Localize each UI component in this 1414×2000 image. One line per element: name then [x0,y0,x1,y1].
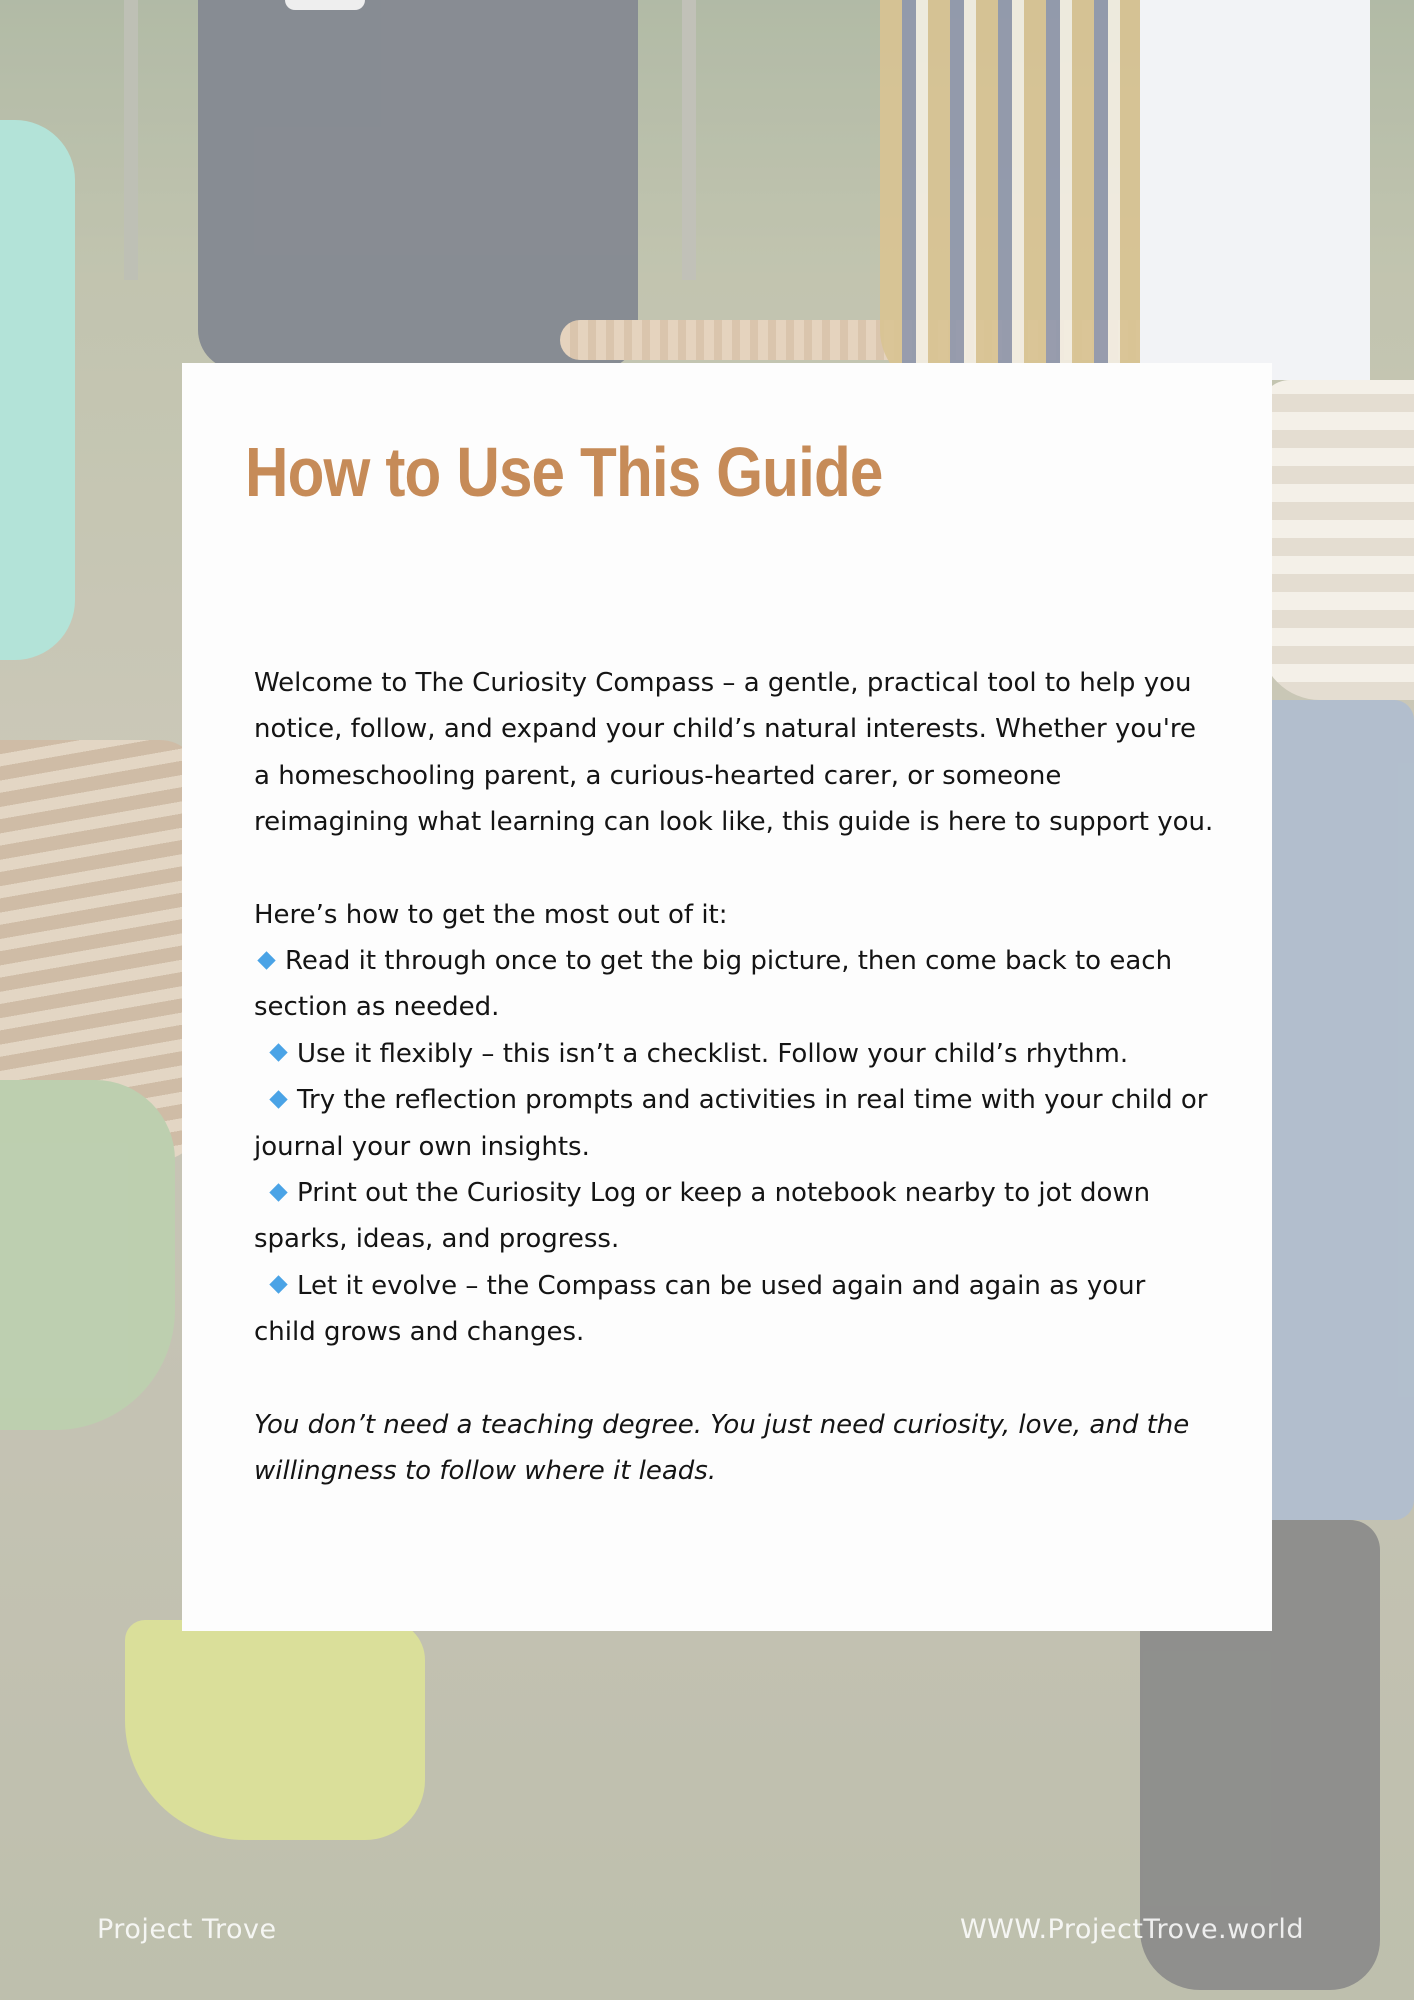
blue-diamond-icon [269,1090,287,1108]
list-item [254,1263,1214,1356]
list-item [254,1170,1214,1263]
list-item [254,938,1214,1031]
page-title: How to Use This Guide [245,433,883,511]
guide-body [254,660,1214,1495]
blue-diamond-icon [269,1183,287,1201]
list-item-text: Try the reflection prompts and activities in real time with your child or journal your own insights. [254,1085,1208,1162]
blue-diamond-icon [257,951,275,969]
list-item [254,1031,1214,1077]
list-item [254,1077,1214,1170]
spacer [254,1356,1214,1402]
list-item-text: Read it through once to get the big picture, then come back to each section as needed. [254,946,1173,1023]
list-item-text: Print out the Curiosity Log or keep a notebook nearby to jot down sparks, ideas, and progress. [254,1178,1151,1255]
closing-quote: You don’t need a teaching degree. You just need curiosity, love, and the willingness to follow where it leads. [254,1409,1190,1487]
intro-paragraph: Welcome to The Curiosity Compass – a gentle, practical tool to help you notice, follow, and expand your child’s natural interests. Whether you're a homeschooling parent, a curious-hearted carer, or someone reimagining what learning can look like, this guide is here to support you. [254,668,1214,838]
footer-brand: Project Trove [97,1914,277,1945]
list-item-text: Let it evolve – the Compass can be used again and again as your child grows and changes. [254,1270,1146,1348]
list-heading: Here’s how to get the most out of it: [254,899,728,930]
list-item-text: Use it flexibly – this isn’t a checklist. Follow your child’s rhythm. [297,1038,1129,1069]
blue-diamond-icon [269,1276,287,1294]
footer-website: WWW.ProjectTrove.world [959,1914,1304,1945]
spacer [254,846,1214,892]
blue-diamond-icon [269,1044,287,1062]
